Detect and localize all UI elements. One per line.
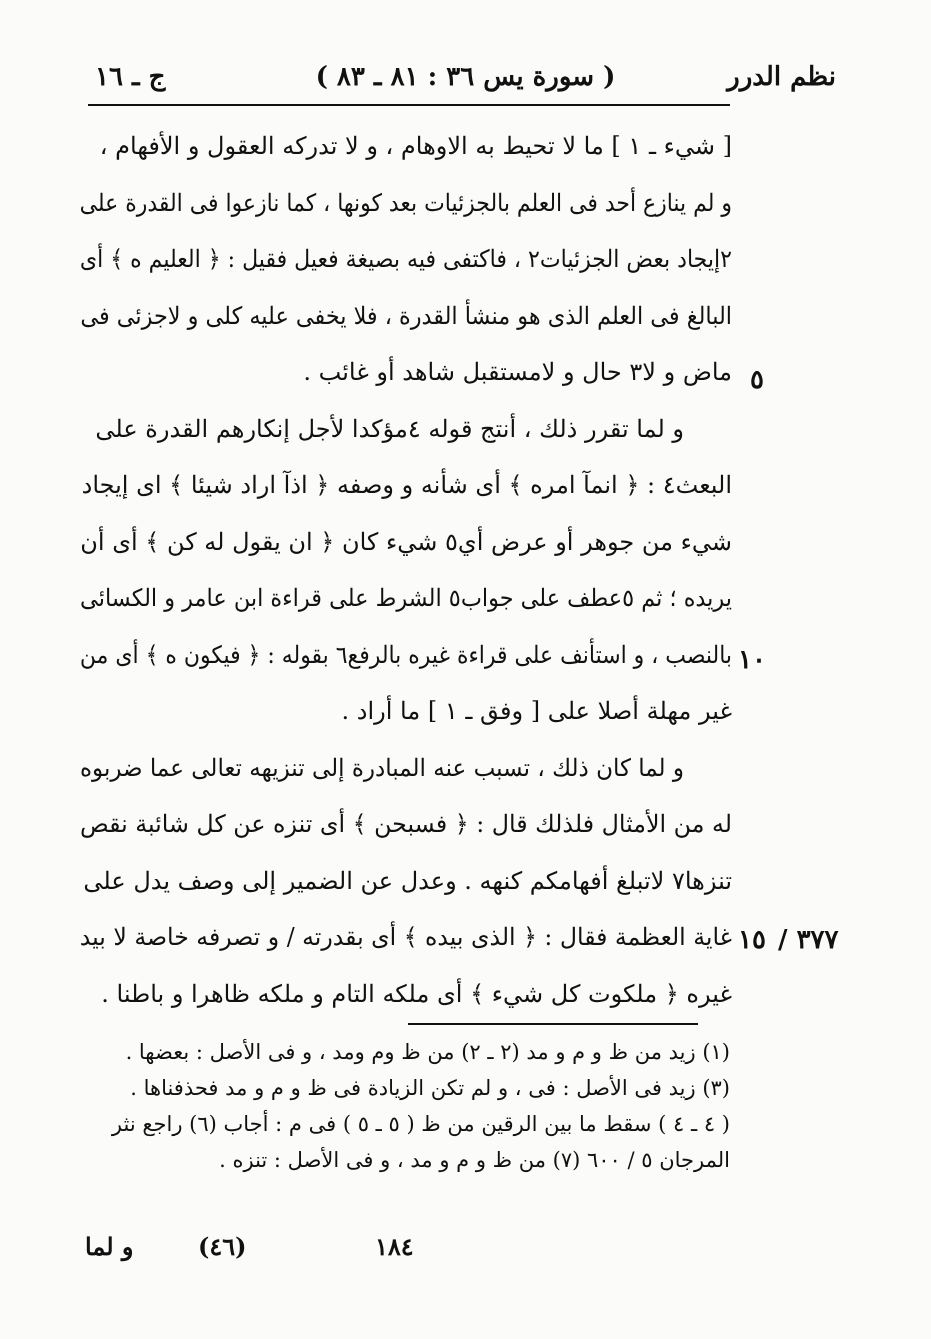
text-line: غير مهلة أصلا على [ وفق ـ ١ ] ما أراد . xyxy=(341,697,732,725)
text-line: و لم ينازع أحد فى العلم بالجزئيات بعد كونها ، كما نازعوا فى القدرة على xyxy=(79,188,732,217)
text-line: غيره ﴿ ملكوت كل شيء ﴾ أى ملكه التام و ملكه ظاهرا و باطنا . xyxy=(101,979,732,1008)
book-title: نظم الدرر xyxy=(727,62,836,92)
footnote-rule xyxy=(408,1023,698,1025)
surah-reference: ( سورة يس ٣٦ : ٨١ ـ ٨٣ ) xyxy=(315,62,616,92)
section-number: (٤٦) xyxy=(198,1232,247,1261)
line-number-10: ١٠ xyxy=(738,645,766,675)
footnote-line: (٣) زيد فى الأصل : فى ، و لم تكن الزيادة فى ظ و م و مد فحذفناها . xyxy=(130,1076,730,1100)
page-header xyxy=(95,58,836,102)
line-number-15: ١٥ xyxy=(738,925,766,955)
text-line: له من الأمثال فلذلك قال : ﴿ فسبحن ﴾ أى تنزه عن كل شائبة نقص xyxy=(79,810,732,838)
main-text xyxy=(80,118,732,1022)
page-number: ١٨٤ xyxy=(375,1232,414,1261)
text-line: ماض و لا٣ حال و لامستقبل شاهد أو غائب . xyxy=(303,358,732,386)
footnote-line: المرجان ٥ / ٦٠٠ (٧) من ظ و م و مد ، و فى الأصل : تنزه . xyxy=(219,1148,730,1172)
text-line: يريده ؛ ثم ٥عطف على جواب٥ الشرط على قراءة ابن عامر و الكسائى xyxy=(80,584,732,612)
catchword: و لما xyxy=(85,1232,134,1261)
text-line: البعث٤ : ﴿ انمآ امره ﴾ أى شأنه و وصفه ﴿ اذآ اراد شيئا ﴾ اى إيجاد xyxy=(81,471,732,499)
volume-number: ج ـ ١٦ xyxy=(95,62,166,92)
text-line: غاية العظمة فقال : ﴿ الذى بيده ﴾ أى بقدرته / و تصرفه خاصة لا بيد xyxy=(79,923,732,951)
folio-marker: ٣٧٧ / xyxy=(778,925,839,955)
text-line: تنزها٧ لاتبلغ أفهامكم كنهه . وعدل عن الضمير إلى وصف يدل على xyxy=(83,866,732,895)
text-line: و لما كان ذلك ، تسبب عنه المبادرة إلى تنزيهه تعالى عما ضربوه xyxy=(80,753,685,782)
text-line: و لما تقرر ذلك ، أنتج قوله ٤مؤكدا لأجل إنكارهم القدرة على xyxy=(95,414,684,443)
header-rule xyxy=(88,104,730,106)
text-line: [ شيء ـ ١ ] ما لا تحيط به الاوهام ، و لا تدركه العقول و الأفهام ، xyxy=(99,132,732,160)
text-line: البالغ فى العلم الذى هو منشأ القدرة ، فلا يخفى عليه كلى و لاجزئى فى xyxy=(80,301,733,330)
footnotes xyxy=(70,1034,730,1178)
text-line: ٢إيجاد بعض الجزئيات٢ ، فاكتفى فيه بصيغة فعيل فقيل : ﴿ العليم ه ﴾ أى xyxy=(79,245,732,273)
footnote-line: ( ٤ ـ ٤ ) سقط ما بين الرقين من ظ ( ٥ ـ ٥ ) فى م : أجاب (٦) راجع نثر xyxy=(111,1112,730,1136)
footnote-line: (١) زيد من ظ و م و مد (٢ ـ ٢) من ظ وم ومد ، و فى الأصل : بعضها . xyxy=(125,1040,730,1064)
line-number-5: ٥ xyxy=(750,365,764,395)
text-line: شيء من جوهر أو عرض أي٥ شيء كان ﴿ ان يقول له كن ﴾ أى أن xyxy=(80,527,732,556)
text-line: بالنصب ، و استأنف على قراءة غيره بالرفع٦ بقوله : ﴿ فيكون ه ﴾ أى من xyxy=(79,640,732,669)
